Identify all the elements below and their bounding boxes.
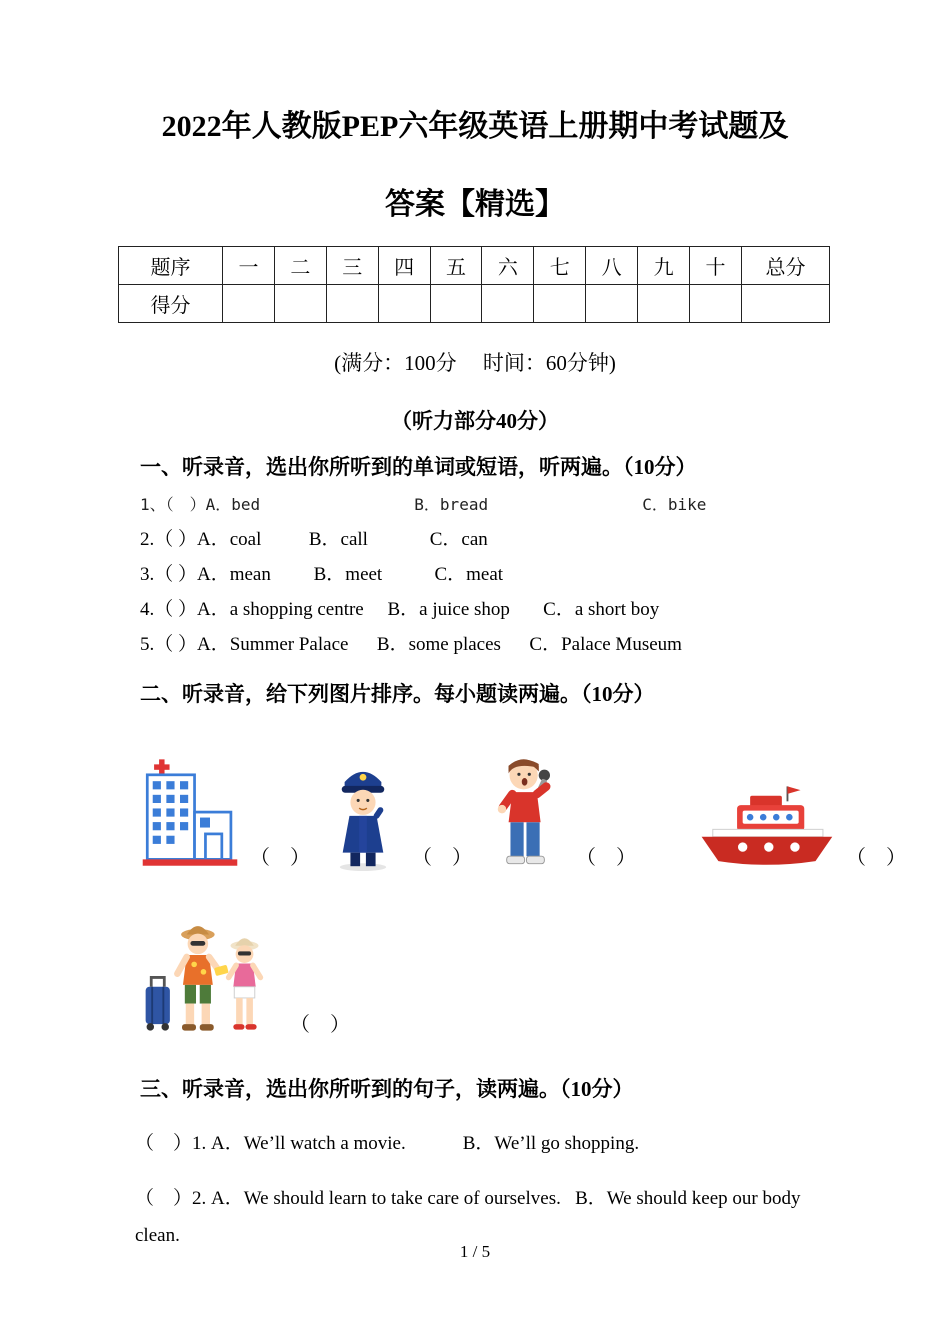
red-boat-image bbox=[696, 782, 836, 872]
section-one-title: 一、听录音，选出你所听到的单词或短语，听两遍。（10分） bbox=[140, 455, 697, 479]
listening-part-heading: （听力部分40分） bbox=[391, 409, 559, 433]
title-line-2: 答案【精选】 bbox=[385, 188, 565, 221]
score-cell bbox=[326, 285, 378, 323]
page-title bbox=[0, 112, 950, 220]
answer-bracket: （ ） bbox=[846, 847, 906, 869]
boat-block bbox=[696, 782, 836, 872]
score-cell bbox=[223, 285, 275, 323]
sentence-item: （ ）2. A．We should learn to take care of ourselves. B．We should keep our body clean. bbox=[135, 1188, 806, 1246]
score-cell bbox=[430, 285, 482, 323]
score-table-score-row bbox=[119, 285, 830, 323]
header-cell: 十 bbox=[690, 247, 742, 285]
header-cell: 九 bbox=[638, 247, 690, 285]
score-cell bbox=[534, 285, 586, 323]
score-table-header-row bbox=[119, 247, 830, 285]
header-cell: 七 bbox=[534, 247, 586, 285]
travelers-image bbox=[140, 914, 280, 1039]
header-cell: 题序 bbox=[119, 247, 223, 285]
sentence-item: （ ）1. A．We’ll watch a movie. B．We’ll go shopping. bbox=[135, 1133, 640, 1154]
answer-bracket: （ ） bbox=[250, 847, 310, 869]
singing-boy-image bbox=[486, 750, 566, 872]
score-label-cell: 得分 bbox=[119, 285, 223, 323]
score-cell bbox=[274, 285, 326, 323]
answer-bracket: （ ） bbox=[576, 847, 636, 869]
score-cell bbox=[586, 285, 638, 323]
answer-bracket: （ ） bbox=[290, 1014, 350, 1036]
section-three-items bbox=[135, 1125, 847, 1254]
question-item: 2.（ ）A．coal B．call C．can bbox=[140, 529, 488, 550]
title-line-1: 2022年人教版PEP六年级英语上册期中考试题及 bbox=[161, 110, 789, 143]
question-item: 1、（ ）A．bed B．bread C．bike bbox=[140, 495, 707, 514]
police-officer-image bbox=[324, 754, 402, 872]
question-item: 5.（ ）A．Summer Palace B．some places C．Palace Museum bbox=[140, 634, 682, 655]
exam-info: (满分：100分 时间：60分钟) bbox=[334, 351, 616, 375]
section-three-title: 三、听录音，选出你所听到的句子，读两遍。（10分） bbox=[140, 1077, 634, 1101]
header-cell: 一 bbox=[223, 247, 275, 285]
section-two-title: 二、听录音，给下列图片排序。每小题读两遍。（10分） bbox=[140, 682, 655, 706]
score-cell bbox=[690, 285, 742, 323]
header-cell: 八 bbox=[586, 247, 638, 285]
question-item: 4.（ ）A．a shopping centre B．a juice shop C．a short boy bbox=[140, 599, 660, 620]
section-one-items bbox=[140, 487, 950, 662]
header-cell: 二 bbox=[274, 247, 326, 285]
score-cell bbox=[742, 285, 830, 323]
header-cell: 总分 bbox=[742, 247, 830, 285]
page-number: 1 / 5 bbox=[459, 1242, 491, 1261]
header-cell: 三 bbox=[326, 247, 378, 285]
header-cell: 五 bbox=[430, 247, 482, 285]
header-cell: 六 bbox=[482, 247, 534, 285]
score-cell bbox=[378, 285, 430, 323]
score-cell bbox=[482, 285, 534, 323]
score-table bbox=[118, 246, 830, 323]
hospital-building-image bbox=[140, 754, 240, 872]
picture-row-2 bbox=[140, 914, 950, 1039]
header-cell: 四 bbox=[378, 247, 430, 285]
question-item: 3.（ ）A．mean B．meet C．meat bbox=[140, 564, 504, 585]
answer-bracket: （ ） bbox=[412, 847, 472, 869]
score-cell bbox=[638, 285, 690, 323]
picture-row-1 bbox=[140, 750, 950, 872]
